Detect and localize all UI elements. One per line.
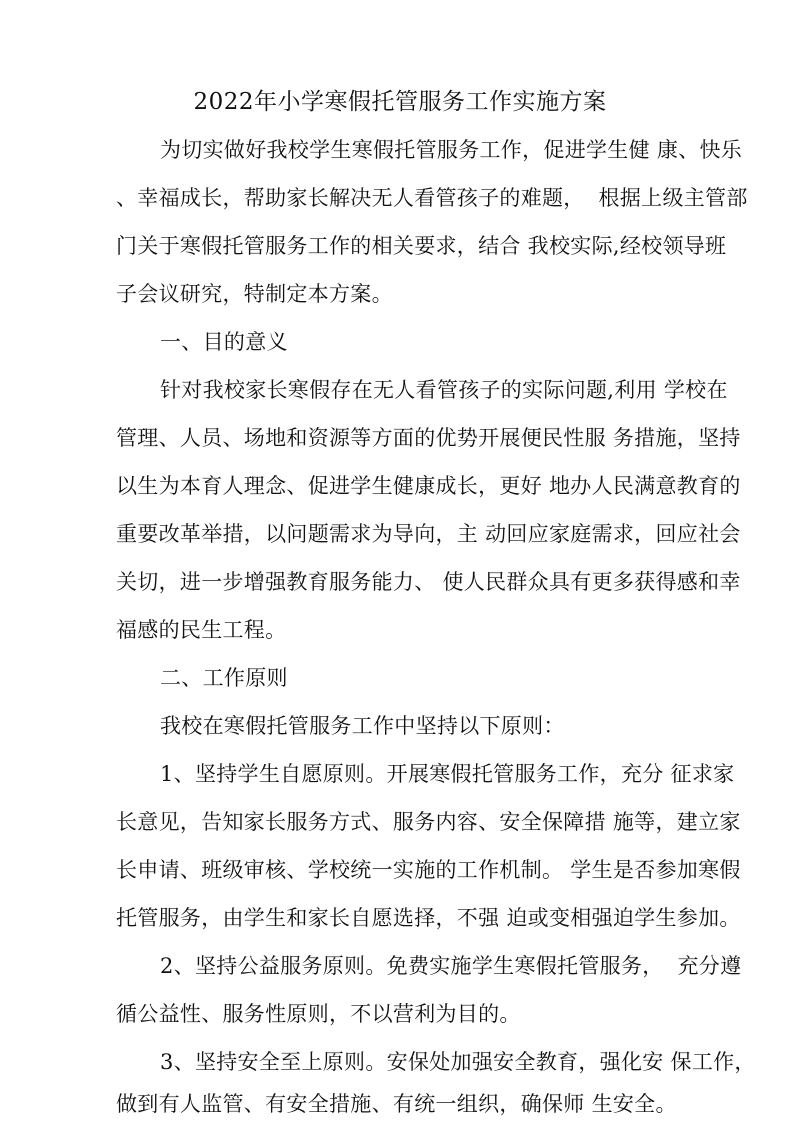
section-heading: 二、工作原则 (160, 666, 288, 690)
principle-line: 做到有人监管、有安全措施、有统一组织，确保师 生安全。 (116, 1092, 677, 1116)
principle-line: 3、坚持安全至上原则。安保处加强安全教育，强化安 保工作， (160, 1050, 756, 1074)
paragraph-line: 、幸福成长，帮助家长解决无人看管孩子的难题， 根据上级主管部 (116, 186, 748, 210)
section-heading: 一、目的意义 (160, 330, 288, 354)
document-title: 2022年小学寒假托管服务工作实施方案 (193, 89, 607, 115)
paragraph-line: 子会议研究，特制定本方案。 (116, 282, 393, 306)
paragraph-line: 福感的民生工程。 (116, 618, 287, 642)
paragraph-line: 重要改革举措，以问题需求为导向，主 动回应家庭需求，回应社会 (116, 522, 741, 546)
paragraph-line: 为切实做好我校学生寒假托管服务工作，促进学生健 康、快乐 (160, 138, 743, 162)
paragraph-line: 门关于寒假托管服务工作的相关要求，结合 我校实际,经校领导班 (116, 234, 727, 258)
paragraph-line: 以生为本育人理念、促进学生健康成长，更好 地办人民满意教育的 (116, 474, 741, 498)
principle-line: 1、坚持学生自愿原则。开展寒假托管服务工作，充分 征求家 (160, 762, 735, 786)
principle-line: 2、坚持公益服务原则。免费实施学生寒假托管服务， 充分遵 (160, 954, 742, 978)
paragraph-line: 我校在寒假托管服务工作中坚持以下原则： (160, 714, 565, 738)
principle-line: 长意见，告知家长服务方式、服务内容、安全保障措 施等，建立家 (116, 810, 741, 834)
principle-line: 循公益性、服务性原则，不以营利为目的。 (116, 1002, 521, 1026)
paragraph-line: 针对我校家长寒假存在无人看管孩子的实际问题,利用 学校在 (160, 378, 728, 402)
principle-line: 长申请、班级审核、学校统一实施的工作机制。 学生是否参加寒假 (116, 858, 741, 882)
paragraph-line: 管理、人员、场地和资源等方面的优势开展便民性服 务措施，坚持 (116, 426, 741, 450)
principle-line: 托管服务，由学生和家长自愿选择，不强 迫或变相强迫学生参加。 (116, 906, 741, 930)
paragraph-line: 关切，进一步增强教育服务能力、 使人民群众具有更多获得感和幸 (116, 570, 741, 594)
